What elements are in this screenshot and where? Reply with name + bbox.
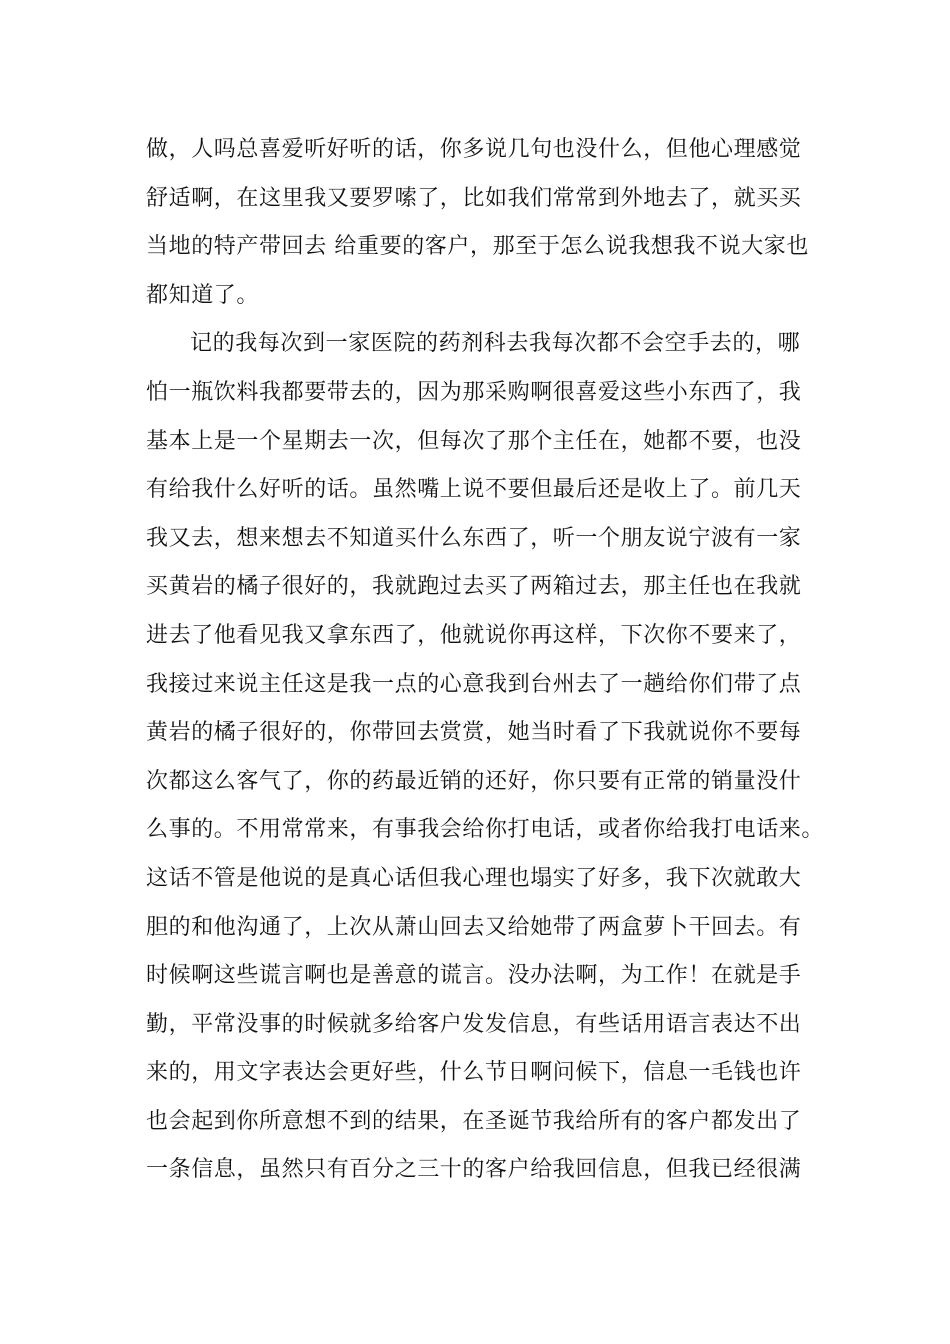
body-text bbox=[146, 126, 846, 1195]
text-line: 也会起到你所意想不到的结果，在圣诞节我给所有的客户都发出了 bbox=[146, 1108, 802, 1134]
text-line: 买黄岩的橘子很好的，我就跑过去买了两箱过去，那主任也在我就 bbox=[146, 574, 802, 600]
paragraph-start-line: 记的我每次到一家医院的药剂科去我每次都不会空手去的，哪 bbox=[190, 331, 801, 357]
text-line: 这话不管是他说的是真心话但我心理也塌实了好多，我下次就敢大 bbox=[146, 865, 802, 891]
text-line: 勤，平常没事的时候就多给客户发发信息，有些话用语言表达不出 bbox=[146, 1011, 802, 1037]
text-line: 进去了他看见我又拿东西了，他就说你再这样，下次你不要来了， bbox=[146, 622, 802, 648]
text-line: 时候啊这些谎言啊也是善意的谎言。没办法啊，为工作！在就是手 bbox=[146, 963, 802, 989]
text-line: 基本上是一个星期去一次，但每次了那个主任在，她都不要，也没 bbox=[146, 428, 802, 454]
text-line: 黄岩的橘子很好的，你带回去赏赏，她当时看了下我就说你不要每 bbox=[146, 720, 802, 746]
text-line: 来的，用文字表达会更好些，什么节日啊问候下，信息一毛钱也许 bbox=[146, 1060, 802, 1086]
text-line: 一条信息，虽然只有百分之三十的客户给我回信息，但我已经很满 bbox=[146, 1157, 802, 1183]
text-line: 舒适啊，在这里我又要罗嗦了，比如我们常常到外地去了，就买买 bbox=[146, 185, 802, 211]
text-line: 我又去，想来想去不知道买什么东西了，听一个朋友说宁波有一家 bbox=[146, 525, 802, 551]
text-line: 怕一瓶饮料我都要带去的，因为那采购啊很喜爱这些小东西了，我 bbox=[146, 379, 802, 405]
text-line: 次都这么客气了，你的药最近销的还好，你只要有正常的销量没什 bbox=[146, 768, 802, 794]
text-line: 我接过来说主任这是我一点的心意我到台州去了一趟给你们带了点 bbox=[146, 671, 802, 697]
text-line: 胆的和他沟通了，上次从萧山回去又给她带了两盒萝卜干回去。有 bbox=[146, 914, 802, 940]
text-line: 么事的。不用常常来，有事我会给你打电话，或者你给我打电话来。 bbox=[146, 817, 825, 843]
text-line: 做，人吗总喜爱听好听的话，你多说几句也没什么，但他心理感觉 bbox=[146, 137, 802, 162]
text-line: 当地的特产带回去 给重要的客户，那至于怎么说我想我不说大家也 bbox=[146, 234, 809, 260]
text-line: 都知道了。 bbox=[146, 282, 260, 308]
text-line: 有给我什么好听的话。虽然嘴上说不要但最后还是收上了。前几天 bbox=[146, 477, 802, 503]
